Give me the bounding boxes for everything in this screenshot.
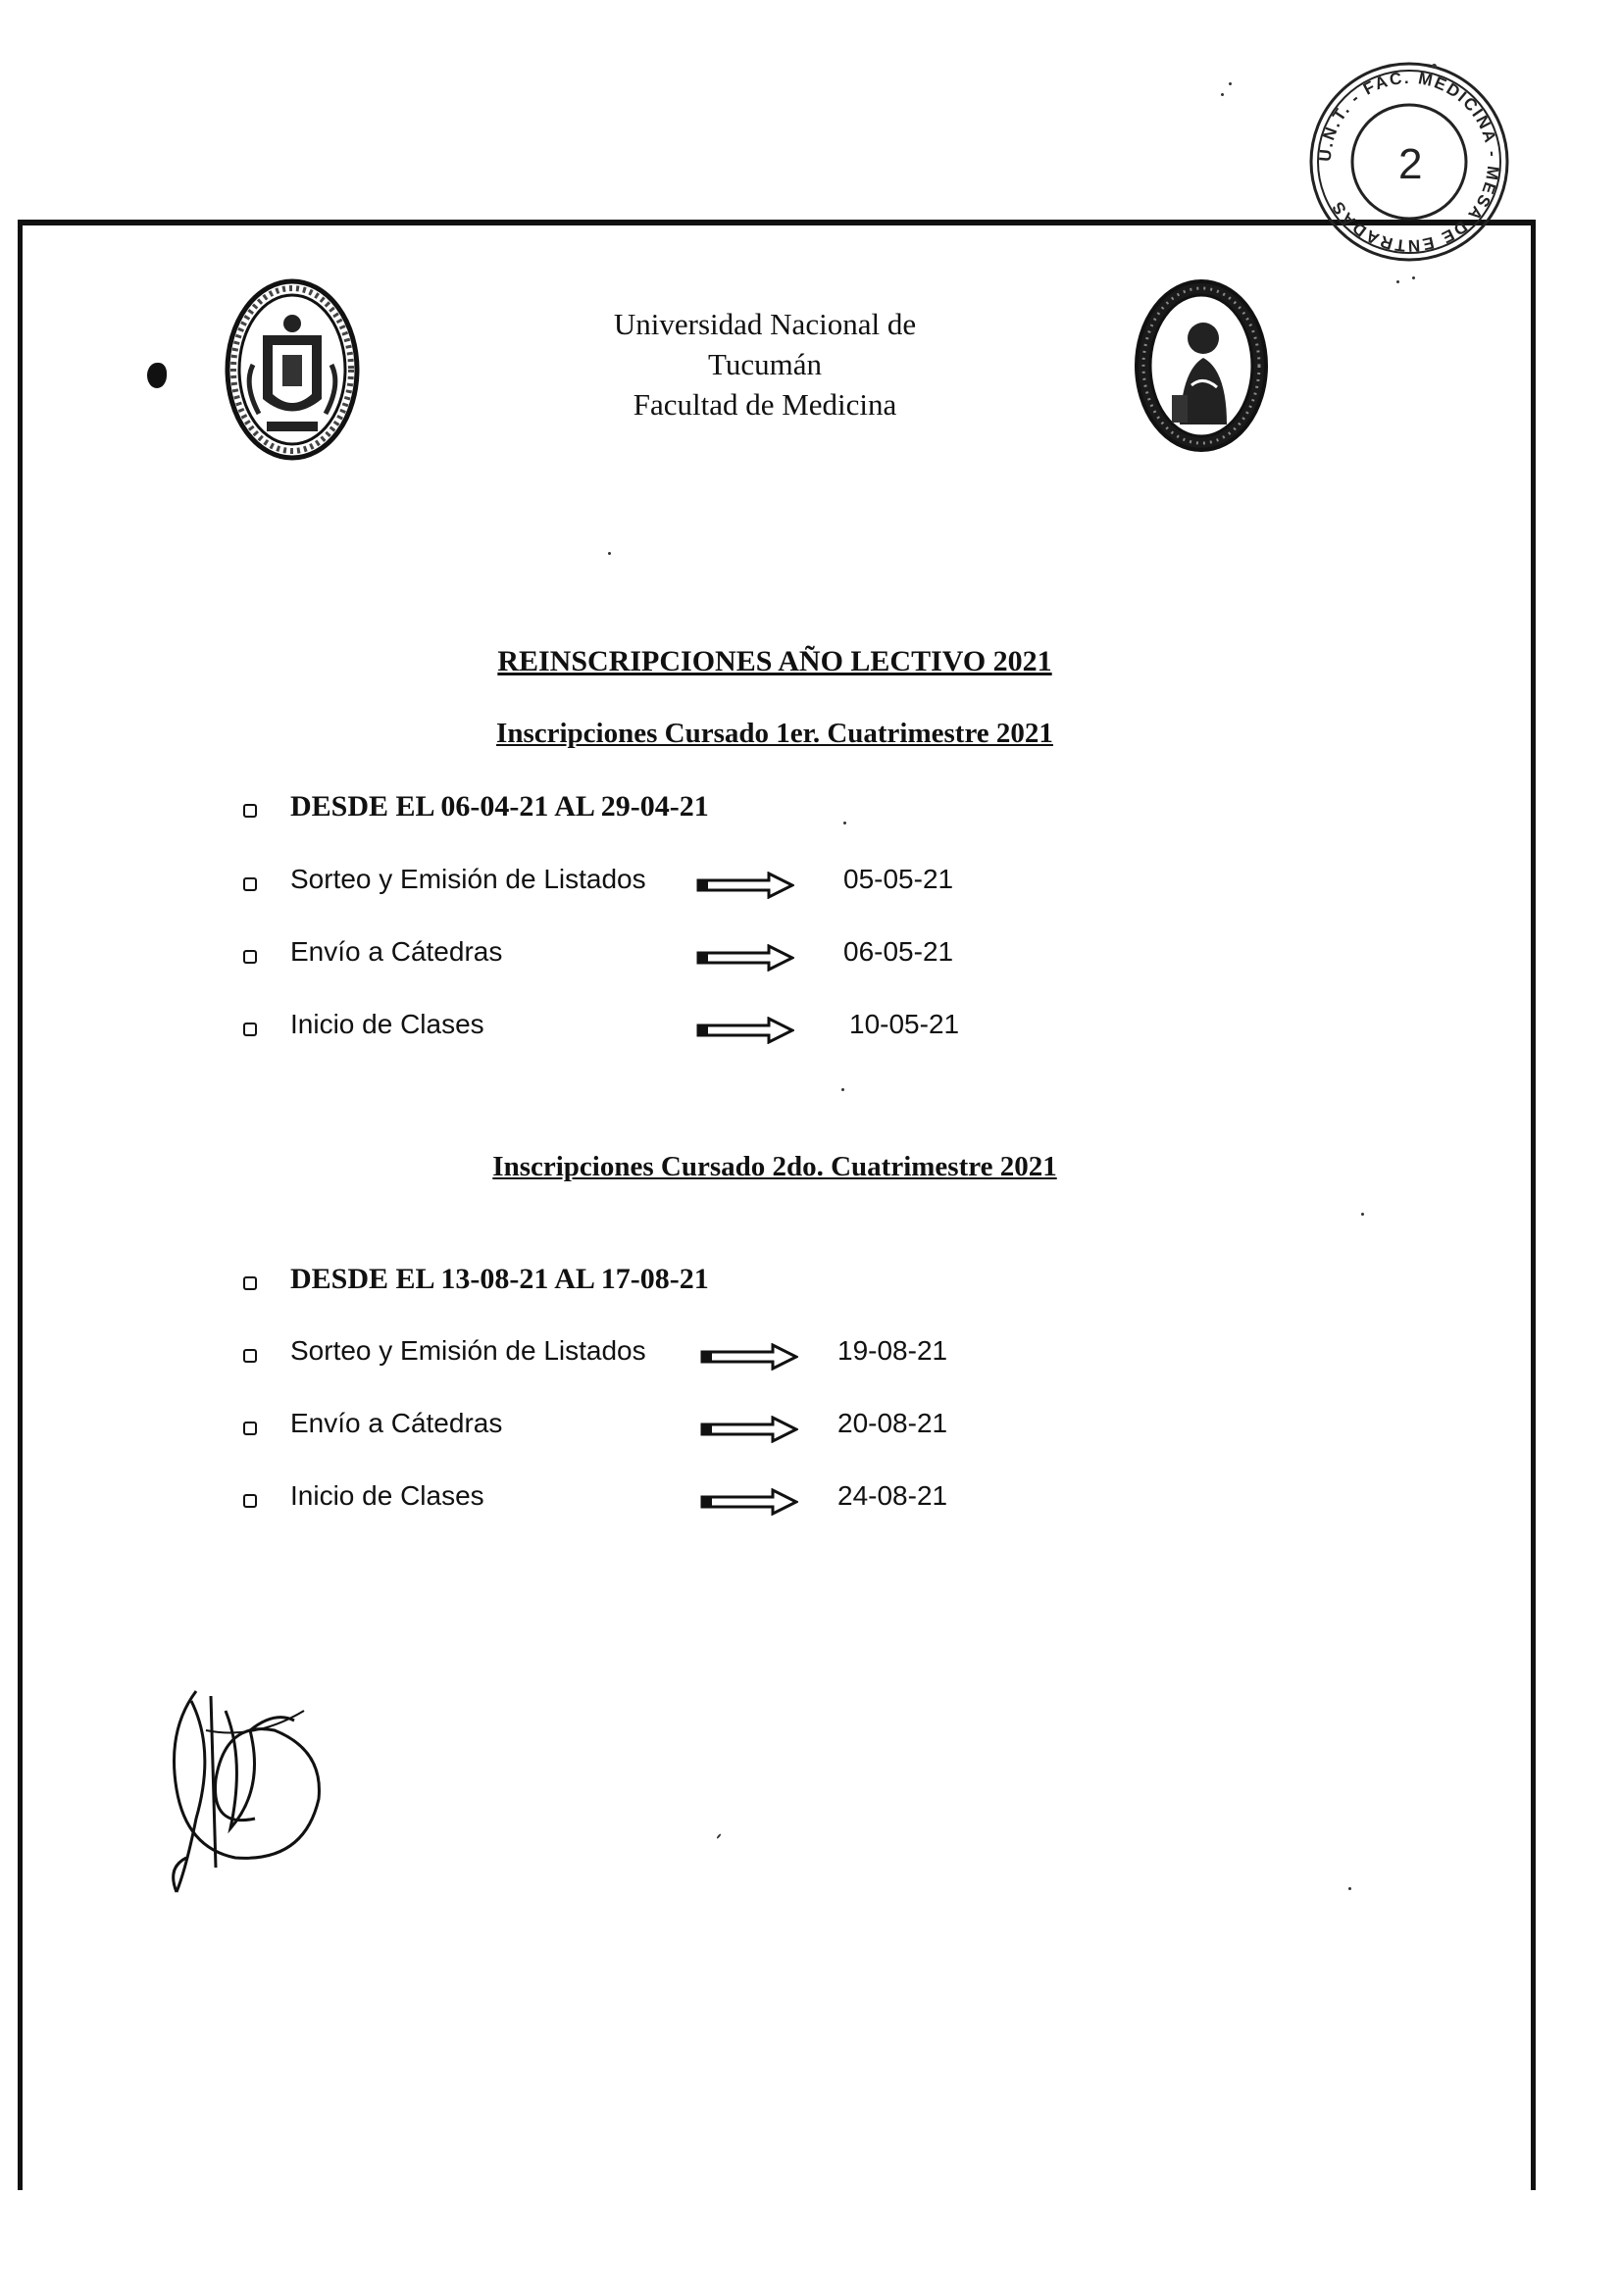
item-label: Inicio de Clases	[290, 1480, 484, 1511]
document-frame-right	[1531, 220, 1536, 2190]
scan-speck	[1229, 82, 1232, 85]
scan-speck	[1221, 93, 1224, 96]
right-arrow-icon	[700, 1343, 798, 1371]
scan-speck	[716, 1833, 721, 1839]
section-heading-2: Inscripciones Cursado 2do. Cuatrimestre 2021	[492, 1151, 1057, 1182]
handwritten-signature	[157, 1672, 333, 1907]
item-date: 10-05-21	[849, 1009, 960, 1039]
right-arrow-icon	[696, 944, 794, 972]
item-label: Inicio de Clases	[290, 1009, 484, 1039]
item-date: 24-08-21	[837, 1480, 948, 1511]
period-label: DESDE EL 13-08-21 AL 17-08-21	[290, 1263, 709, 1295]
square-bullet-icon	[243, 877, 257, 891]
document-header	[549, 304, 981, 424]
scan-speck	[1396, 280, 1399, 283]
stamp-number: 2	[1398, 140, 1423, 188]
document-title: REINSCRIPCIONES AÑO LECTIVO 2021	[497, 645, 1052, 677]
period-label: DESDE EL 06-04-21 AL 29-04-21	[290, 790, 709, 823]
item-label: Envío a Cátedras	[290, 1408, 503, 1438]
scan-speck	[841, 1088, 844, 1091]
right-arrow-icon	[700, 1416, 798, 1443]
header-faculty-name: Facultad de Medicina	[633, 387, 897, 422]
square-bullet-icon	[243, 1023, 257, 1036]
header-university-name: Universidad Nacional de	[613, 307, 917, 341]
square-bullet-icon	[243, 804, 257, 818]
item-date: 06-05-21	[843, 936, 954, 967]
scan-speck	[1361, 1213, 1364, 1216]
item-label: Envío a Cátedras	[290, 936, 503, 967]
scan-speck	[147, 363, 167, 388]
right-arrow-icon	[700, 1488, 798, 1516]
right-arrow-icon	[696, 1017, 794, 1044]
square-bullet-icon	[243, 1422, 257, 1435]
item-date: 05-05-21	[843, 864, 954, 894]
stamp-ring-text: U.N.T. - FAC. MEDICINA - MESA DE ENTRADAS	[1315, 68, 1503, 256]
section-heading-1: Inscripciones Cursado 1er. Cuatrimestre 2021	[496, 718, 1053, 749]
header-city: Tucumán	[708, 347, 822, 381]
item-label: Sorteo y Emisión de Listados	[290, 864, 646, 894]
scan-speck	[1412, 276, 1415, 279]
square-bullet-icon	[243, 1349, 257, 1363]
document-frame-left	[18, 220, 23, 2190]
scan-speck	[1432, 64, 1437, 69]
scan-speck	[843, 822, 846, 824]
reception-stamp-icon	[1304, 57, 1515, 268]
item-date: 20-08-21	[837, 1408, 948, 1438]
scan-speck	[608, 552, 611, 555]
right-arrow-icon	[696, 872, 794, 899]
university-seal-icon	[224, 276, 361, 463]
square-bullet-icon	[243, 950, 257, 964]
item-label: Sorteo y Emisión de Listados	[290, 1335, 646, 1366]
item-date: 19-08-21	[837, 1335, 948, 1366]
square-bullet-icon	[243, 1276, 257, 1290]
faculty-seal-icon	[1133, 277, 1270, 454]
square-bullet-icon	[243, 1494, 257, 1508]
scan-speck	[1348, 1887, 1351, 1890]
